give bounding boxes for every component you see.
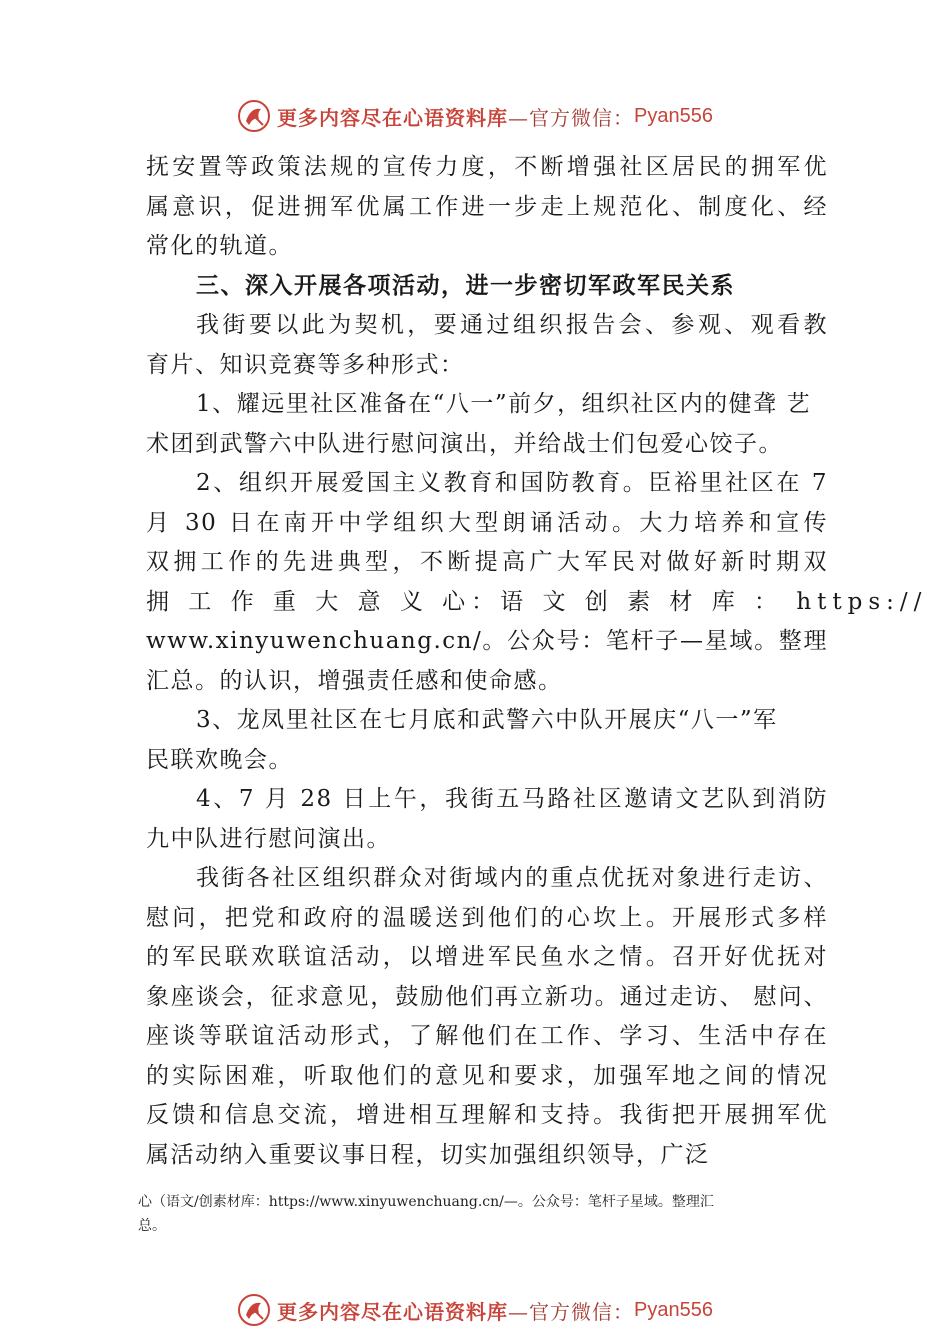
paragraph-line: 反馈和信息交流，增进相互理解和支持。我街把开展拥军优 — [146, 1102, 828, 1128]
banner-wechat-id: Pyan556 — [634, 104, 713, 127]
paragraph-line: 4、7 月 28 日上午，我街五马路社区邀请文艺队到消防 — [196, 786, 828, 812]
section-heading: 三、深入开展各项活动，进一步密切军政军民关系 — [196, 272, 735, 299]
footer-banner — [0, 1290, 950, 1330]
paragraph-line: 的军民联欢联谊活动，以增进军民鱼水之情。召开好优抚对 — [146, 944, 828, 970]
paragraph-line: 属意识，促进拥军优属工作进一步走上规范化、制度化、经 — [146, 193, 828, 220]
paragraph-line: 抚安置等政策法规的宣传力度，不断增强社区居民的拥军优 — [146, 154, 828, 180]
paragraph-line: 常化的轨道。 — [146, 233, 293, 259]
paragraph-line: 象座谈会，征求意见，鼓励他们再立新功。通过走访、 慰问、 — [146, 983, 828, 1010]
banner-dash-label: —官方微信： — [508, 1299, 635, 1324]
paragraph-line: 2、组织开展爱国主义教育和国防教育。⾂裕里社区在 7 — [196, 470, 828, 496]
paragraph-line: 我街要以此为契机，要通过组织报告会、参观、观看教 — [196, 312, 828, 338]
banner-title: 更多内容尽在心语资料库 — [277, 105, 509, 130]
paragraph-line: 1、耀远里社区准备在“八一”前夕，组织社区内的健聋 艺 — [196, 391, 811, 417]
paragraph-line: 拥 工 作 重 大 意 义 心：语 文 创 素 材 库 ： https:// — [146, 588, 928, 615]
paragraph-line: 我街各社区组织群众对街域内的重点优抚对象进行走访、 — [196, 865, 828, 891]
paragraph-line: 的实际困难，听取他们的意见和要求，加强军地之间的情况 — [146, 1062, 828, 1089]
footnote-line: 总。 — [138, 1218, 166, 1234]
paragraph-line: 九中队进行慰问演出。 — [146, 825, 391, 852]
paragraph-line: 民联欢晚会。 — [146, 746, 293, 773]
paragraph-line: 3、龙凤里社区在七月底和武警六中队开展庆“八一”军 — [196, 707, 778, 733]
paragraph-line: 慰问，把党和政府的温暖送到他们的心坎上。开展形式多样 — [146, 904, 828, 931]
banner-dash-label: —官方微信： — [508, 105, 635, 130]
paragraph-line: 座谈等联谊活动形式，了解他们在工作、学习、生活中存在 — [146, 1023, 828, 1049]
paragraph-line: 属活动纳入重要议事日程，切实加强组织领导，广泛 — [146, 1141, 710, 1168]
footnote — [138, 1190, 838, 1238]
paragraph-line: 月 30 日在南开中学组织大型朗诵活动。大力培养和宣传 — [146, 509, 828, 536]
paragraph-line: 术团到武警六中队进行慰问演出，并给战士们包爱心饺子。 — [146, 430, 783, 457]
brand-logo-icon — [237, 99, 271, 133]
brand-logo-icon — [237, 1293, 271, 1327]
document-body — [146, 148, 928, 1175]
banner-title: 更多内容尽在心语资料库 — [277, 1299, 509, 1324]
paragraph-line: 双拥工作的先进典型，不断提高广大军民对做好新时期双 — [146, 549, 828, 575]
paragraph-line: www.xinyuwenchuang.cn/。公众号：笔杆子—星域。整理 — [146, 628, 828, 654]
paragraph-line: 汇总。的认识，增强责任感和使命感。 — [146, 667, 563, 694]
footnote-line: 心（语文/创素材库：https://www.xinyuwenchuang.cn/—。公众号：笔杆子星域。整理汇 — [138, 1194, 714, 1210]
banner-wechat-id: Pyan556 — [634, 1298, 713, 1321]
paragraph-line: 育片、知识竞赛等多种形式： — [146, 351, 465, 378]
header-banner — [0, 96, 950, 136]
